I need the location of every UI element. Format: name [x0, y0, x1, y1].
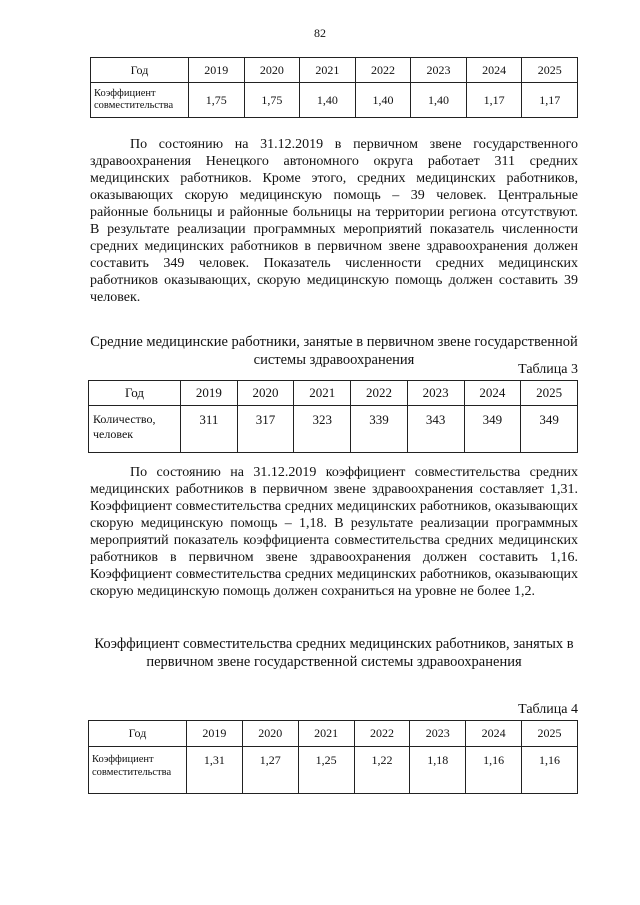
value-cell: 343 — [407, 406, 464, 453]
header-year-label: Год — [91, 58, 189, 83]
year-cell: 2019 — [181, 381, 238, 406]
table-header-row — [89, 381, 578, 406]
value-cell: 349 — [464, 406, 521, 453]
value-cell: 311 — [181, 406, 238, 453]
value-cell: 339 — [351, 406, 408, 453]
value-cell: 323 — [294, 406, 351, 453]
year-cell: 2020 — [237, 381, 294, 406]
value-cell: 1,18 — [410, 747, 466, 794]
header-year-label: Год — [89, 381, 181, 406]
value-cell: 1,16 — [466, 747, 522, 794]
value-cell: 1,75 — [189, 83, 245, 118]
row-label: Количество, человек — [89, 406, 181, 453]
year-cell: 2023 — [410, 721, 466, 747]
table-3 — [88, 380, 578, 453]
table-row — [91, 83, 578, 118]
row-label: Коэффициент совместительства — [91, 83, 189, 118]
year-cell: 2024 — [466, 58, 522, 83]
year-cell: 2019 — [187, 721, 243, 747]
table-4-caption: Коэффициент совместительства средних медицинских работников, занятых в первичном звене государственной системы здравоохранения — [94, 636, 574, 670]
value-cell: 1,40 — [300, 83, 356, 118]
table-4 — [88, 720, 578, 794]
value-cell: 317 — [237, 406, 294, 453]
value-cell: 1,22 — [354, 747, 410, 794]
paragraph-1-text: По состоянию на 31.12.2019 в первичном звене государственного здравоохранения Ненецкого автономного округа работает 311 средних медицинских работников. Кроме этого, средних медицинских работников, оказывающих скорую медицинскую помощь – 39 человек. Центральные районные больницы и районные больницы на территории региона отсутствуют. В результате реализации программных мероприятий показатель численности средних медицинских работников в первичном звене здравоохранения должен составить 349 человек. Показатель численности средних медицинских работников оказывающих, скорую медицинскую помощь должен составить 39 человек. — [90, 137, 578, 305]
year-cell: 2019 — [189, 58, 245, 83]
paragraph-2-text: По состоянию на 31.12.2019 коэффициент совместительства средних медицинских работников в первичном звене здравоохранения составляет 1,31. Коэффициент совместительства средних медицинских работников, оказывающих скорую медицинскую помощь – 1,18. В результате реализации программных мероприятий показатель коэффициента совместительства средних медицинских работников в первичном звене здравоохранения должен составить 1,16. Коэффициент совместительства средних медицинских работников, оказывающих скорую медицинскую помощь должен сохраниться на уровне не более 1,2. — [90, 465, 578, 599]
year-cell: 2023 — [411, 58, 467, 83]
year-cell: 2023 — [407, 381, 464, 406]
table-row — [89, 747, 578, 794]
value-cell: 1,25 — [298, 747, 354, 794]
year-cell: 2020 — [244, 58, 300, 83]
year-cell: 2025 — [522, 58, 578, 83]
year-cell: 2022 — [355, 58, 411, 83]
table-top — [90, 57, 578, 118]
year-cell: 2020 — [242, 721, 298, 747]
value-cell: 1,40 — [411, 83, 467, 118]
year-cell: 2021 — [294, 381, 351, 406]
value-cell: 1,17 — [466, 83, 522, 118]
year-cell: 2024 — [464, 381, 521, 406]
year-cell: 2024 — [466, 721, 522, 747]
paragraph-2 — [90, 464, 578, 600]
value-cell: 1,40 — [355, 83, 411, 118]
value-cell: 1,27 — [242, 747, 298, 794]
table-4-number: Таблица 4 — [518, 702, 578, 717]
table-header-row — [89, 721, 578, 747]
value-cell: 349 — [521, 406, 578, 453]
page-number: 82 — [314, 26, 326, 40]
year-cell: 2025 — [522, 721, 578, 747]
value-cell: 1,17 — [522, 83, 578, 118]
paragraph-1 — [90, 136, 578, 306]
value-cell: 1,75 — [244, 83, 300, 118]
year-cell: 2022 — [351, 381, 408, 406]
value-cell: 1,31 — [187, 747, 243, 794]
header-year-label: Год — [89, 721, 187, 747]
table-row — [89, 406, 578, 453]
table-3-caption: Средние медицинские работники, занятые в первичном звене государственной системы здравоохранения — [90, 334, 578, 368]
row-label: Коэффициент совместительства — [89, 747, 187, 794]
year-cell: 2025 — [521, 381, 578, 406]
year-cell: 2021 — [300, 58, 356, 83]
table-3-number: Таблица 3 — [518, 362, 578, 377]
table-header-row — [91, 58, 578, 83]
value-cell: 1,16 — [522, 747, 578, 794]
year-cell: 2021 — [298, 721, 354, 747]
year-cell: 2022 — [354, 721, 410, 747]
